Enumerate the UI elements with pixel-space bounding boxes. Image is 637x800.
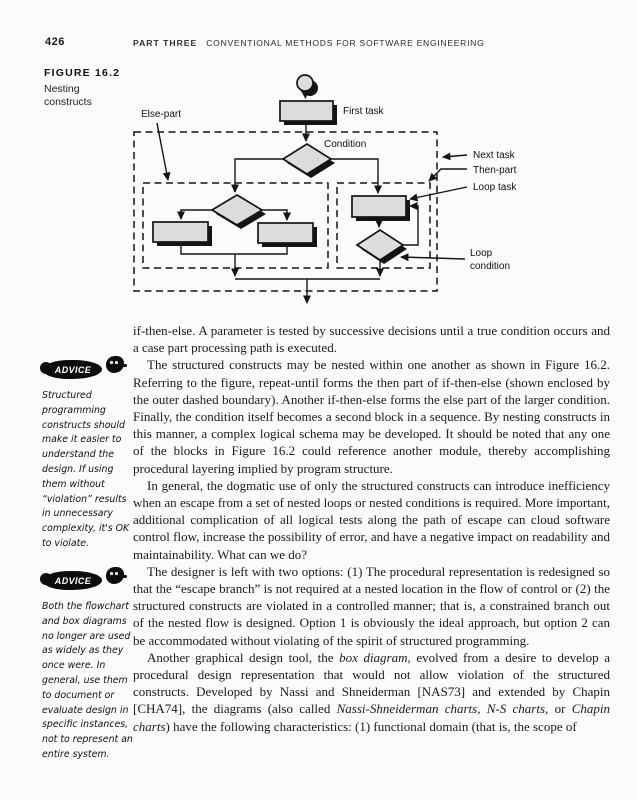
next-task-label: Next task xyxy=(473,150,515,161)
then-branch-line xyxy=(331,159,378,193)
paragraph: The structured constructs may be nested within one another as shown in Figure 16.2. Referring to the figure, repeat-until forms the then part of if-then-else (shown enclosed by the outer dashed boundary). Another if-then-else forms the else part of the larger condition. Finally, the condition itself becomes a second block in a sequence. By nesting constructs in this manner, a complex logical schema may be developed. It should be noted that any one of the blocks in Figure 16.2 could reference another module, thereby accomplishing procedural layering implied by program structure. xyxy=(133,357,610,476)
then-part-pointer xyxy=(429,169,467,181)
paragraph: if-then-else. A parameter is tested by successive decisions until a true condition occurs and a case part processing path is executed. xyxy=(133,323,610,356)
running-title: CONVENTIONAL METHODS FOR SOFTWARE ENGINEERING xyxy=(206,38,485,48)
nested-left-line xyxy=(181,210,212,219)
loop-task-box xyxy=(352,196,406,217)
loop-task-label: Loop task xyxy=(473,182,517,193)
body-text xyxy=(133,322,610,735)
figure-title: Nesting constructs xyxy=(44,83,92,108)
next-task-pointer xyxy=(443,155,467,157)
advice-note-2 xyxy=(42,566,134,763)
paragraph: In general, the dogmatic use of only the structured constructs can introduce inefficiency when an escape from a set of nested loops or nested conditions is required. More important, additional complication of all logical tests along the path of escape can cloud software control flow, increase the possibility of error, and have a negative impact on readability and maintainability. What can we do? xyxy=(133,477,610,562)
then-part-label: Then-part xyxy=(473,165,517,176)
condition-label: Condition xyxy=(324,139,367,150)
loop-condition-label-line2: condition xyxy=(470,261,511,272)
loop-condition-label-line1: Loop xyxy=(470,248,493,259)
nesting-constructs-flowchart xyxy=(0,0,637,316)
loop-condition-pointer xyxy=(401,257,465,259)
advice-bubble: ADVICE xyxy=(44,360,102,379)
advice-bubble: ADVICE xyxy=(44,571,102,590)
first-task-label: First task xyxy=(343,106,384,117)
advice-note-1 xyxy=(42,355,134,552)
paragraph: Another graphical design tool, the box diagram, evolved from a desire to develop a procedural design representation that would not allow violation of the structured constructs. Developed by Nassi and Shneiderman [NAS73] and extended by Chapin [CHA74], the diagrams (also called Nassi-Shneiderman charts, N-S charts, or Chapin charts) have the following characteristics: (1) functional domain (that is, the scope of xyxy=(133,649,611,734)
loop-task-pointer xyxy=(410,187,467,199)
start-node xyxy=(297,75,313,91)
nested-right-line xyxy=(262,210,287,220)
advice-logo xyxy=(42,566,128,596)
paragraph: The designer is left with two options: (1) The procedural representation is redesigned so that the “escape branch” is not required at a nested location in the flow of control or (2) the structured constructs are violated in a controlled manner; that is, a constrained branch out of the nested flow is designed. Option 1 is obviously the ideal approach, but option 2 can be accommodated without violating of the spirit of structured programming. xyxy=(133,563,610,648)
first-task-box xyxy=(280,101,333,121)
advice-text: Structured programming constructs should make it easier to understand the design. If using them without “violation” results in unnecessary complexity, it's OK to violate. xyxy=(42,390,130,549)
nested-left-box xyxy=(153,222,208,242)
figure-number: FIGURE 16.2 xyxy=(44,67,121,79)
nested-right-box xyxy=(258,223,313,243)
page-number: 426 xyxy=(45,36,65,48)
advice-logo xyxy=(42,355,128,385)
else-part-label: Else-part xyxy=(141,109,182,120)
part-label: PART THREE xyxy=(133,38,198,48)
else-branch-line xyxy=(235,159,283,192)
advice-face-icon xyxy=(106,567,124,584)
advice-text: Both the flowchart and box diagrams no longer are used as widely as they once were. In general, use them to document or evaluate design in specific instances, not to represent an entire system. xyxy=(42,601,133,760)
connector xyxy=(305,92,306,98)
advice-face-icon xyxy=(106,356,124,373)
